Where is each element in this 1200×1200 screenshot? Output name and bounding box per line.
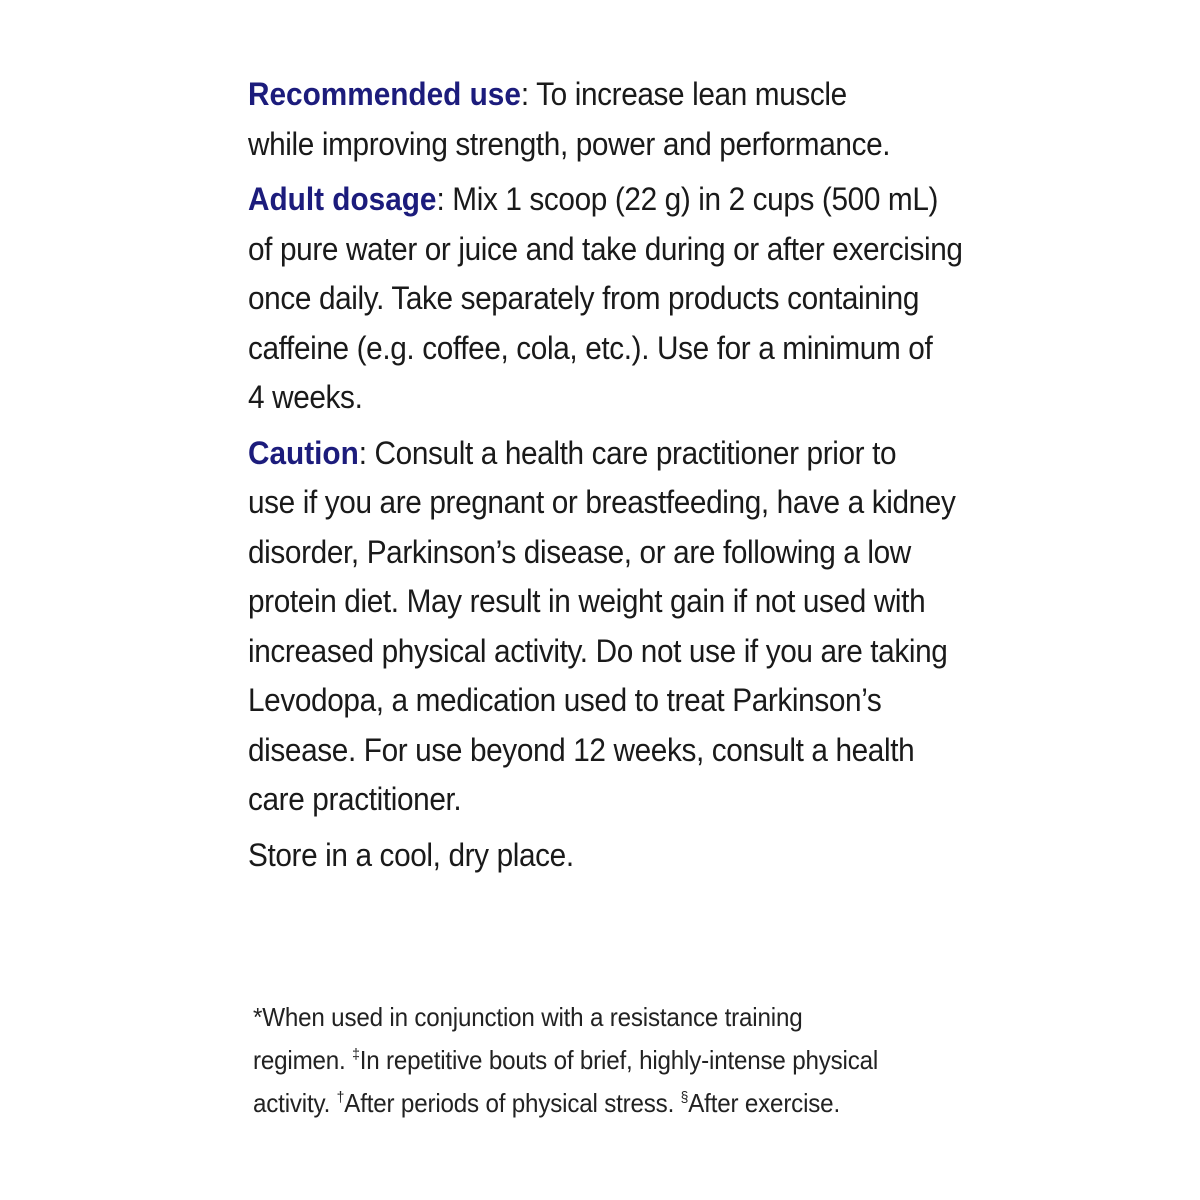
double-dagger-symbol: ‡ xyxy=(352,1046,360,1063)
footnote-line-3-middle: After periods of physical stress. xyxy=(344,1088,681,1118)
caution-line-2: use if you are pregnant or breastfeeding, have a kidney xyxy=(248,484,956,520)
footnote-line-2-end: In repetitive bouts of brief, highly-intense physical xyxy=(359,1045,879,1075)
caution-section xyxy=(248,429,1048,825)
footnote-line-3 xyxy=(253,1082,960,1125)
caution-line-7: disease. For use beyond 12 weeks, consult a health xyxy=(248,731,915,768)
adult-dosage-line-3: once daily. Take separately from products containing xyxy=(248,280,920,316)
caution-separator: : xyxy=(358,434,375,471)
recommended-use-line-1 xyxy=(248,70,1048,120)
caution-line-4: protein diet. May result in weight gain if not used with xyxy=(248,583,926,619)
footnotes xyxy=(253,996,960,1125)
adult-dosage-line-5: 4 weeks. xyxy=(248,379,363,415)
dagger-symbol: † xyxy=(336,1089,345,1106)
recommended-use-line-2: while improving strength, power and performance. xyxy=(248,125,891,162)
caution-line-5: increased physical activity. Do not use if you are taking xyxy=(248,632,948,669)
caution-line-3: disorder, Parkinson’s disease, or are following a low xyxy=(248,533,911,570)
label-text-panel xyxy=(248,70,1048,886)
caution-line-1 xyxy=(248,429,1048,479)
footnote-line-3-start: activity. xyxy=(253,1088,337,1118)
adult-dosage-section xyxy=(248,175,1048,423)
caution-line-8: care practitioner. xyxy=(248,781,462,817)
caution-heading: Caution xyxy=(248,434,359,471)
storage-text: Store in a cool, dry place. xyxy=(248,836,574,873)
recommended-use-heading: Recommended use xyxy=(248,76,521,112)
section-symbol: § xyxy=(680,1089,689,1106)
adult-dosage-line-1 xyxy=(248,175,1048,225)
adult-dosage-text-1: Mix 1 scoop (22 g) in 2 cups (500 mL) xyxy=(452,181,939,217)
adult-dosage-heading: Adult dosage xyxy=(248,181,437,217)
adult-dosage-line-4: caffeine (e.g. coffee, cola, etc.). Use for a minimum of xyxy=(248,329,933,366)
recommended-use-separator: : xyxy=(520,76,537,112)
adult-dosage-separator: : xyxy=(436,181,453,217)
adult-dosage-line-2: of pure water or juice and take during or after exercising xyxy=(248,230,963,267)
caution-line-6: Levodopa, a medication used to treat Parkinson’s xyxy=(248,682,882,718)
footnote-line-3-end: After exercise. xyxy=(688,1088,840,1118)
footnote-line-1: *When used in conjunction with a resistance training xyxy=(253,1002,803,1032)
caution-text-1: Consult a health care practitioner prior to xyxy=(374,434,897,471)
recommended-use-text-1: To increase lean muscle xyxy=(536,76,847,112)
footnote-line-2-start: regimen. xyxy=(253,1045,353,1075)
footnote-line-2 xyxy=(253,1039,960,1082)
storage-section xyxy=(248,831,1048,881)
recommended-use-section xyxy=(248,70,1048,169)
